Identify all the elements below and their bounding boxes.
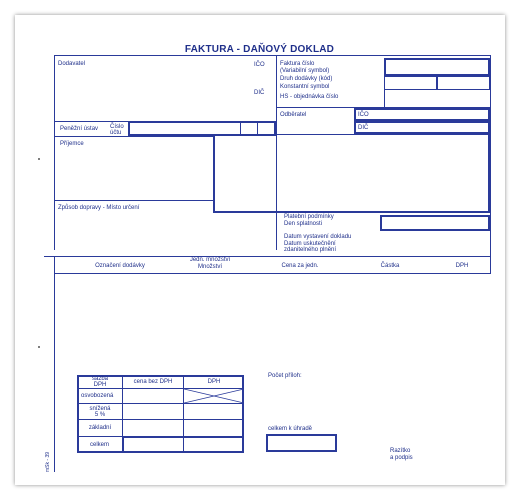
- customer-dic-field[interactable]: [354, 121, 490, 134]
- col-item-header: Označení dodávky: [95, 263, 145, 269]
- supplier-label: Dodavatel: [58, 61, 86, 67]
- body-left-line: [54, 256, 55, 472]
- customer-address-box[interactable]: [213, 134, 490, 213]
- taxable-date-label-1: Datum uskutečnění: [284, 241, 336, 247]
- items-top-line: [44, 256, 490, 257]
- frame-left: [54, 55, 55, 250]
- col-price-header: Cena za jedn.: [281, 263, 319, 269]
- supplier-dic-label: DIČ: [254, 90, 265, 96]
- vat-rate-header-2: DPH: [93, 382, 107, 388]
- supplier-ico-label: IČO: [254, 62, 265, 68]
- account-label-1: Číslo: [110, 124, 124, 130]
- customer-ico-label: IČO: [358, 112, 369, 118]
- items-header-line: [54, 273, 490, 274]
- vat-amount-header: DPH: [207, 379, 221, 385]
- col-vat-header: DPH: [455, 263, 469, 269]
- recipient-bottom-line: [54, 200, 214, 201]
- variable-symbol-label: (Variabilní symbol): [280, 68, 330, 74]
- order-number-label: HS - objednávka číslo: [280, 94, 339, 100]
- customer-ico-field[interactable]: [354, 108, 490, 121]
- delivery-type-label: Druh dodávky (kód): [280, 76, 333, 82]
- vat-table-row-2: [77, 403, 244, 404]
- payment-terms-label: Platební podmínky: [284, 214, 334, 220]
- account-label-2: účtu: [110, 130, 122, 136]
- recipient-label: Příjemce: [60, 141, 84, 147]
- constant-symbol-label: Konstantní symbol: [280, 84, 330, 90]
- stamp-label-2: a podpis: [390, 455, 413, 461]
- vat-total-label: celkem: [90, 442, 110, 448]
- invoice-number-field[interactable]: [384, 58, 490, 76]
- due-date-label: Den splatnosti: [284, 221, 323, 227]
- taxable-date-label-2: zdanitelného plnění: [284, 247, 337, 253]
- vat-table-row-3: [77, 419, 244, 420]
- transport-label: Způsob dopravy - Místo určení: [58, 205, 140, 211]
- bank-bottom-line: [54, 136, 214, 137]
- customer-label: Odběratel: [280, 112, 307, 118]
- constant-symbol-field[interactable]: [437, 76, 490, 90]
- invoice-number-label: Faktura číslo: [280, 61, 315, 67]
- form-code: mSk - 39: [45, 451, 51, 472]
- document-title: FAKTURA - DAŇOVÝ DOKLAD: [184, 44, 335, 55]
- vat-exempt-label: osvobozená: [81, 393, 114, 399]
- total-due-label: celkem k úhradě: [268, 426, 313, 432]
- vat-standard-label: základní: [88, 425, 112, 431]
- stamp-label-1: Razítko: [390, 448, 411, 454]
- punch-mark-bottom: [38, 346, 40, 348]
- punch-mark-top: [38, 158, 40, 160]
- issue-date-label: Datum vystavení dokladu: [284, 234, 352, 240]
- col-unit-header-1: Jedn. množství: [189, 257, 231, 263]
- total-due-field[interactable]: [266, 434, 337, 452]
- frame-top: [54, 55, 490, 56]
- vat-reduced-label-2: 5 %: [94, 412, 106, 418]
- col-amount-header: Částka: [380, 263, 400, 269]
- vat-base-header: cena bez DPH: [133, 379, 173, 385]
- vat-total-field[interactable]: [122, 436, 244, 453]
- vat-rate-header-1: sazba: [91, 376, 108, 382]
- customer-dic-label: DIČ: [358, 125, 369, 131]
- col-unit-header-2: Množství: [197, 264, 222, 270]
- vat-reduced-label-1: snížená: [89, 406, 111, 412]
- bank-label: Peněžní ústav: [60, 126, 99, 132]
- due-date-field[interactable]: [380, 215, 490, 231]
- invoice-side-line: [384, 90, 385, 108]
- vat-exempt-crossed-cell: [184, 389, 244, 403]
- attachments-label: Počet příloh:: [268, 373, 302, 379]
- delivery-type-field[interactable]: [384, 76, 437, 90]
- frame-right: [490, 55, 491, 274]
